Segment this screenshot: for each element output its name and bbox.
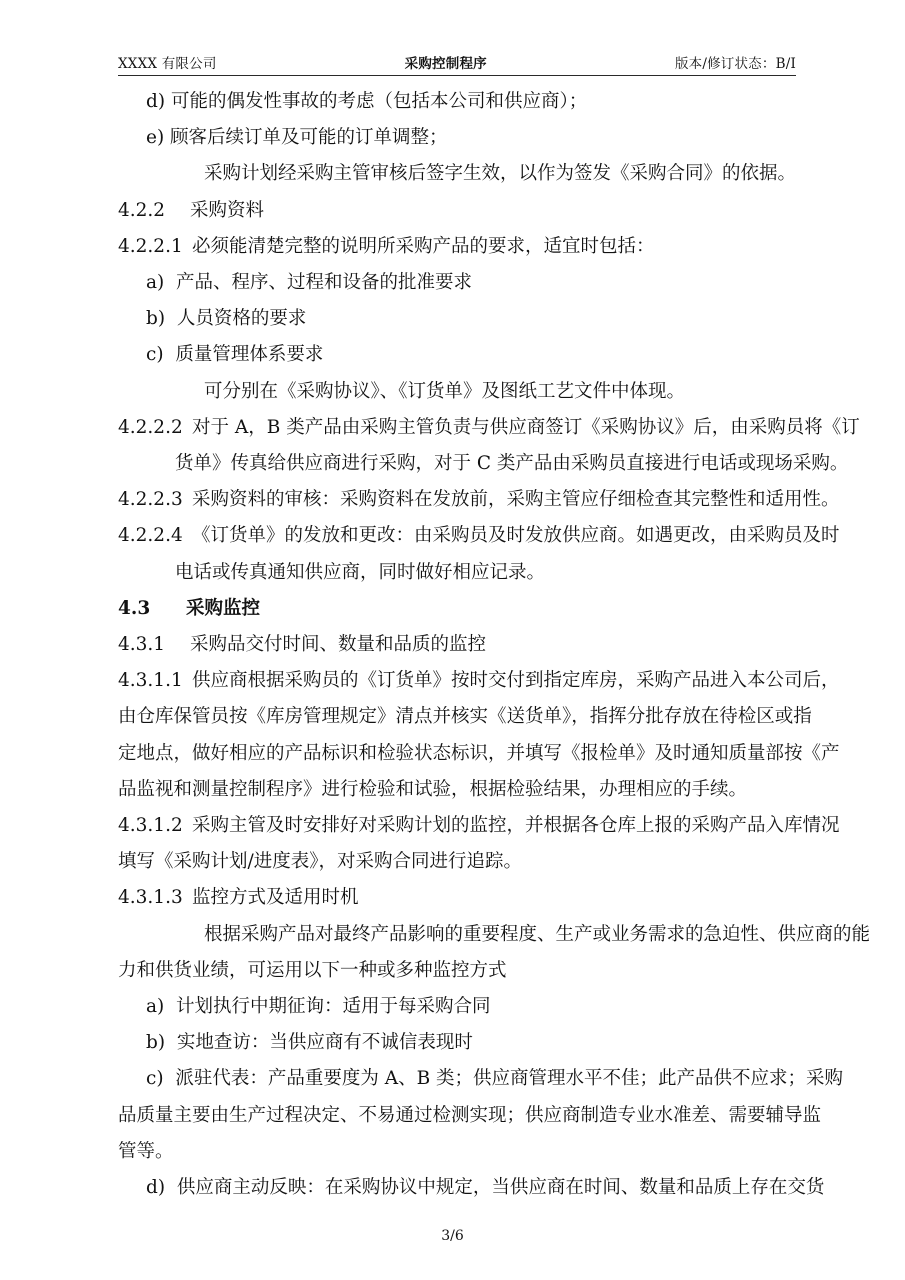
clause-text: c) 派驻代表：产品重要度为 A、B 类；供应商管理水平不佳；此产品供不应求；采购 [146, 1068, 844, 1090]
body-line [146, 1170, 825, 1206]
body-line [118, 880, 798, 916]
clause-text: 采购资料的审核：采购资料在发放前，采购主管应仔细检查其完整性和适用性。 [192, 489, 840, 511]
page-footer [0, 1228, 905, 1244]
body-line [118, 591, 798, 627]
clause-number: 4.2.2.1 [118, 235, 183, 257]
clause-number: 4.3.1.2 [118, 815, 183, 837]
body-line [118, 772, 798, 808]
body-line [146, 989, 798, 1025]
body-line [146, 120, 798, 156]
clause-text: a) 计划执行中期征询：适用于每采购合同 [146, 996, 491, 1018]
body-line [146, 337, 798, 373]
clause-text: 电话或传真通知供应商，同时做好相应记录。 [175, 561, 546, 583]
clause-text: 监控方式及适用时机 [192, 887, 359, 909]
body-line [118, 1098, 822, 1134]
clause-text: 根据采购产品对最终产品影响的重要程度、生产或业务需求的急迫性、供应商的能 [204, 923, 871, 945]
clause-text: 力和供货业绩，可运用以下一种或多种监控方式 [118, 959, 507, 981]
body-line [118, 736, 840, 772]
body-line [118, 699, 812, 735]
header-company: XXXX 有限公司 [118, 56, 217, 72]
clause-text: a) 产品、程序、过程和设备的批准要求 [146, 272, 473, 294]
clause-text: 填写《采购计划/进度表》，对采购合同进行追踪。 [118, 851, 522, 873]
clause-number: 4.2.2.3 [118, 489, 183, 511]
clause-text: 管等。 [118, 1140, 174, 1162]
header-divider [118, 75, 796, 76]
clause-number: 4.2.2.4 [118, 525, 183, 547]
clause-text: 对于 A，B 类产品由采购主管负责与供应商签订《采购协议》后，由采购员将《订 [192, 416, 860, 438]
clause-text: 采购资料 [190, 199, 265, 221]
body-line [118, 229, 798, 265]
clause-text: 品监视和测量控制程序》进行检验和试验，根据检验结果，办理相应的手续。 [118, 778, 748, 800]
clause-text: d) 供应商主动反映：在采购协议中规定，当供应商在时间、数量和品质上存在交货 [146, 1177, 825, 1199]
header-revision: 版本/修订状态：B/I [674, 56, 796, 72]
body-line [118, 663, 840, 699]
body-line [204, 374, 798, 410]
clause-text: 采购计划经采购主管审核后签字生效，以作为签发《采购合同》的依据。 [204, 163, 797, 185]
clause-text: b) 实地查访：当供应商有不诚信表现时 [146, 1032, 473, 1054]
clause-text: 品质量主要由生产过程决定、不易通过检测实现；供应商制造专业水准差、需要辅导监 [118, 1104, 822, 1126]
clause-text: d) 可能的偶发性事故的考虑（包括本公司和供应商）； [146, 91, 588, 112]
clause-text: e) 顾客后续订单及可能的订单调整； [146, 127, 448, 149]
body-line [118, 844, 798, 880]
body-line [146, 1061, 844, 1097]
clause-number: 4.2.2 [118, 199, 166, 221]
body-line [118, 410, 860, 446]
clause-number: 4.2.2.2 [118, 416, 183, 438]
body-line [175, 555, 798, 591]
document-body [118, 84, 871, 1206]
clause-text: 采购监控 [186, 597, 261, 619]
clause-text: 供应商根据采购员的《订货单》按时交付到指定库房，采购产品进入本公司后， [192, 670, 840, 692]
clause-text: c) 质量管理体系要求 [146, 344, 324, 366]
clause-text: 《订货单》的发放和更改：由采购员及时发放供应商。如遇更改，由采购员及时 [192, 525, 840, 547]
body-line [204, 156, 798, 192]
clause-number: 4.3.1.3 [118, 887, 183, 909]
body-line [118, 1134, 798, 1170]
body-line [146, 301, 798, 337]
body-line [146, 265, 798, 301]
body-line [204, 917, 871, 953]
clause-text: 必须能清楚完整的说明所采购产品的要求，适宜时包括： [192, 235, 655, 257]
body-line [118, 627, 798, 663]
clause-number: 4.3.1.1 [118, 670, 183, 692]
body-line [146, 84, 798, 120]
clause-text: b) 人员资格的要求 [146, 308, 307, 330]
clause-number: 4.3.1 [118, 634, 166, 656]
clause-text: 采购主管及时安排好对采购计划的监控，并根据各仓库上报的采购产品入库情况 [192, 815, 840, 837]
header-title: 采购控制程序 [404, 56, 487, 72]
body-line [146, 1025, 798, 1061]
clause-text: 由仓库保管员按《库房管理规定》清点并核实《送货单》，指挥分批存放在待检区或指 [118, 706, 812, 728]
body-line [118, 518, 840, 554]
clause-number: 4.3 [118, 597, 151, 619]
body-line [175, 446, 849, 482]
clause-text: 采购品交付时间、数量和品质的监控 [190, 634, 487, 656]
body-line [118, 193, 798, 229]
body-line [118, 482, 840, 518]
clause-text: 定地点，做好相应的产品标识和检验状态标识，并填写《报检单》及时通知质量部按《产 [118, 742, 840, 764]
body-line [118, 808, 840, 844]
body-line [118, 953, 798, 989]
clause-text: 可分别在《采购协议》、《订货单》及图纸工艺文件中体现。 [204, 380, 686, 402]
page-header [118, 52, 796, 72]
page-number: 3/6 [441, 1228, 464, 1244]
clause-text: 货单》传真给供应商进行采购，对于 C 类产品由采购员直接进行电话或现场采购。 [175, 453, 849, 475]
